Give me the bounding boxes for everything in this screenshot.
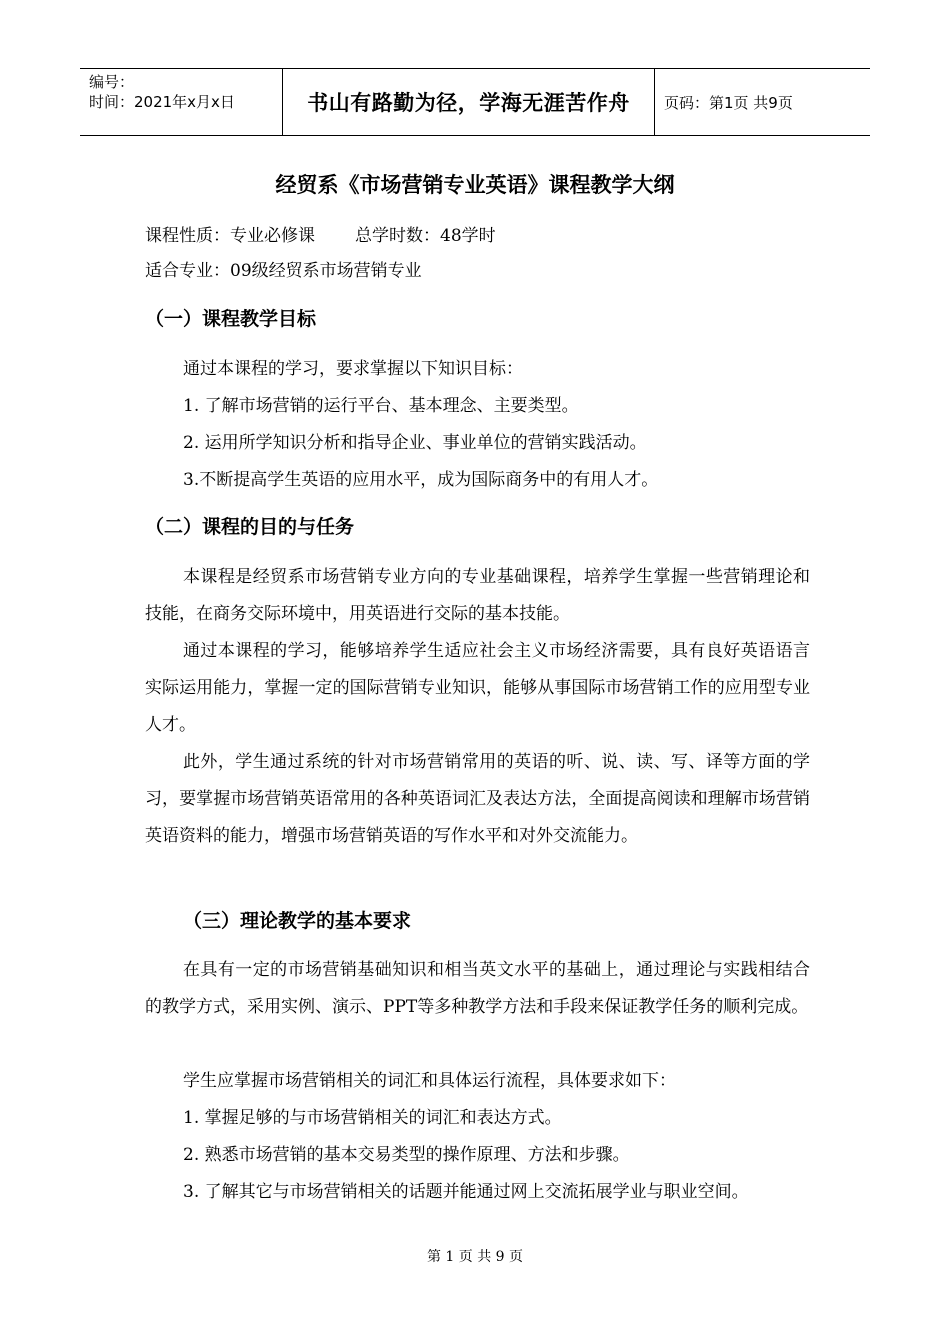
- document-number-label: 编号：: [89, 73, 135, 91]
- requirements-intro: 学生应掌握市场营销相关的词汇和具体运行流程，具体要求如下：: [183, 1071, 676, 1091]
- section-heading-objectives: （一）课程教学目标: [145, 308, 317, 330]
- purpose-paragraph: 通过本课程的学习，能够培养学生适应社会主义市场经济需要，具有良好英语语言实际运用能力，掌握一定的国际营销专业知识，能够从事国际市场营销工作的应用型专业人才。: [145, 641, 810, 735]
- course-info-row: [145, 218, 810, 255]
- header-meta: [80, 69, 282, 135]
- total-hours: 总学时数：48学时: [355, 226, 496, 246]
- purpose-paragraph: 本课程是经贸系市场营销专业方向的专业基础课程，培养学生掌握一些营销理论和技能，在商务交际环境中，用英语进行交际的基本技能。: [145, 567, 810, 624]
- page-header: [80, 68, 870, 136]
- page-number-label: 页码：第1页 共9页: [664, 93, 793, 112]
- requirement-item: 2. 熟悉市场营销的基本交易类型的操作原理、方法和步骤。: [183, 1145, 630, 1165]
- objective-item: 1. 了解市场营销的运行平台、基本理念、主要类型。: [183, 396, 579, 416]
- section-heading-purpose: （二）课程的目的与任务: [145, 516, 355, 538]
- header-motto: [282, 69, 655, 135]
- requirement-item: 3. 了解其它与市场营销相关的话题并能通过网上交流拓展学业与职业空间。: [183, 1182, 749, 1202]
- purpose-paragraph: 此外，学生通过系统的针对市场营销常用的英语的听、说、读、写、译等方面的学习，要掌握市场营销英语常用的各种英语词汇及表达方法，全面提高阅读和理解市场营销英语资料的能力，增强市场营销英语的写作水平和对外交流能力。: [145, 752, 810, 846]
- objective-item: 2. 运用所学知识分析和指导企业、事业单位的营销实践活动。: [183, 433, 647, 453]
- requirements-paragraph: 在具有一定的市场营销基础知识和相当英文水平的基础上，通过理论与实践相结合的教学方式，采用实例、演示、PPT等多种教学方法和手段来保证教学任务的顺利完成。: [145, 960, 810, 1017]
- objective-item: 3.不断提高学生英语的应用水平，成为国际商务中的有用人才。: [183, 470, 659, 490]
- requirement-item: 1. 掌握足够的与市场营销相关的词汇和表达方式。: [183, 1108, 562, 1128]
- document-time-label: 时间：2021年x月x日: [89, 93, 235, 111]
- section-heading-requirements: （三）理论教学的基本要求: [183, 910, 412, 932]
- objectives-intro: 通过本课程的学习，要求掌握以下知识目标：: [183, 359, 523, 379]
- motto-text: 书山有路勤为径，学海无涯苦作舟: [307, 91, 630, 115]
- page-footer: 第 1 页 共 9 页: [426, 1249, 524, 1265]
- header-page-info: [655, 69, 870, 135]
- applicable-major: 适合专业：09级经贸系市场营销专业: [145, 261, 422, 281]
- document-title: 经贸系《市场营销专业英语》课程教学大纲: [275, 173, 675, 197]
- course-nature: 课程性质：专业必修课: [145, 226, 315, 246]
